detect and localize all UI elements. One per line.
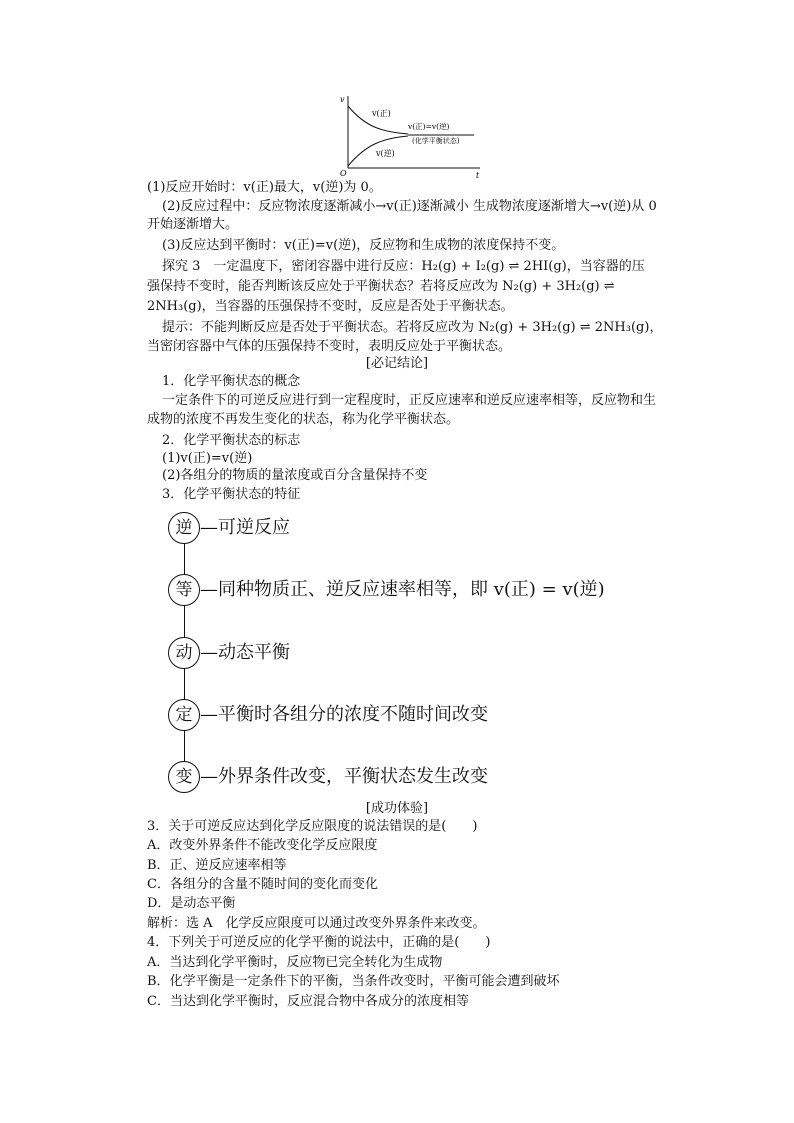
equal-label: v(正)=v(逆)	[408, 122, 450, 131]
section-conclusions: [必记结论]	[365, 356, 429, 371]
q3-option-d: D．是动态平衡	[147, 896, 236, 911]
item-2b: 开始逐渐增大。	[147, 217, 239, 232]
section-practice: [成功体验]	[365, 801, 429, 816]
q3-option-b: B．正、逆反应速率相等	[147, 858, 287, 873]
feature-text: —可逆反应	[200, 517, 290, 538]
q3-option-c: C．各组分的含量不随时间的变化而变化	[147, 877, 378, 892]
feature-text: —外界条件改变，平衡状态发生改变	[200, 766, 488, 787]
feature-char: 变	[168, 761, 200, 793]
item-2a: (2)反应过程中：反应物浓度逐渐减小→v(正)逐渐减小 生成物浓度逐渐增大→v(逆)从 0	[162, 199, 657, 214]
features-title: 3．化学平衡状态的特征	[162, 487, 301, 502]
reverse-label: v(逆)	[376, 149, 395, 158]
marks-item-2: (2)各组分的物质的量浓度或百分含量保持不变	[162, 468, 428, 483]
feature-row-dong	[168, 635, 290, 671]
y-axis-label: v	[340, 95, 345, 104]
feature-char: 等	[168, 574, 200, 606]
feature-row-ding	[168, 697, 488, 733]
q4-option-b: B．化学平衡是一定条件下的平衡，当条件改变时，平衡可能会遭到破坏	[147, 974, 560, 989]
feature-char: 动	[168, 637, 200, 669]
hint-line2: 当密闭容器中气体的压强保持不变时，表明反应处于平衡状态。	[147, 339, 512, 354]
question-4: 4．下列关于可逆反应的化学平衡的说法中，正确的是( )	[147, 935, 491, 950]
feature-char: 定	[168, 699, 200, 731]
concept-line2: 成物的浓度不再发生变化的状态，称为化学平衡状态。	[147, 412, 460, 427]
inquiry-3-line1: 探究 3 一定温度下，密闭容器中进行反应：H₂(g) + I₂(g) ⇌ 2HI(g)，当容器的压	[162, 259, 645, 274]
origin-label: O	[340, 169, 347, 178]
marks-item-1: (1)v(正)=v(逆)	[162, 451, 253, 466]
feature-text: —同种物质正、逆反应速率相等，即 v(正) = v(逆)	[200, 579, 605, 600]
feature-text: —平衡时各组分的浓度不随时间改变	[200, 704, 488, 725]
feature-char: 逆	[168, 512, 200, 544]
inquiry-3-line3: 2NH₃(g)，当容器的压强保持不变时，反应是否处于平衡状态。	[147, 299, 514, 314]
concept-line1: 一定条件下的可逆反应进行到一定程度时，正反应速率和逆反应速率相等，反应物和生	[162, 393, 657, 408]
marks-title: 2．化学平衡状态的标志	[162, 433, 301, 448]
concept-title: 1．化学平衡状态的概念	[162, 374, 301, 389]
q4-option-a: A．当达到化学平衡时，反应物已完全转化为生成物	[147, 955, 443, 970]
forward-label: v(正)	[372, 109, 391, 118]
hint-line1: 提示：不能判断反应是否处于平衡状态。若将反应改为 N₂(g) + 3H₂(g) ⇌ 2NH₃(g)，	[162, 320, 663, 335]
state-label: (化学平衡状态)	[412, 137, 460, 145]
q4-option-c: C．当达到化学平衡时，反应混合物中各成分的浓度相等	[147, 994, 469, 1009]
feature-row-deng	[168, 572, 605, 608]
q3-option-a: A．改变外界条件不能改变化学反应限度	[147, 838, 378, 853]
rate-time-graph	[336, 92, 486, 180]
inquiry-3-line2: 强保持不变时，能否判断该反应处于平衡状态？若将反应改为 N₂(g) + 3H₂(g) ⇌	[147, 279, 615, 294]
question-3: 3．关于可逆反应达到化学反应限度的说法错误的是( )	[147, 819, 478, 834]
feature-row-ni	[168, 510, 290, 546]
item-3: (3)反应达到平衡时：v(正)=v(逆)，反应物和生成物的浓度保持不变。	[162, 238, 565, 253]
feature-row-bian	[168, 759, 488, 795]
feature-text: —动态平衡	[200, 642, 290, 663]
item-1: (1)反应开始时：v(正)最大，v(逆)为 0。	[147, 180, 382, 195]
x-axis-label: t	[476, 171, 480, 180]
q3-answer: 解析：选 A 化学反应限度可以通过改变外界条件来改变。	[147, 916, 486, 931]
